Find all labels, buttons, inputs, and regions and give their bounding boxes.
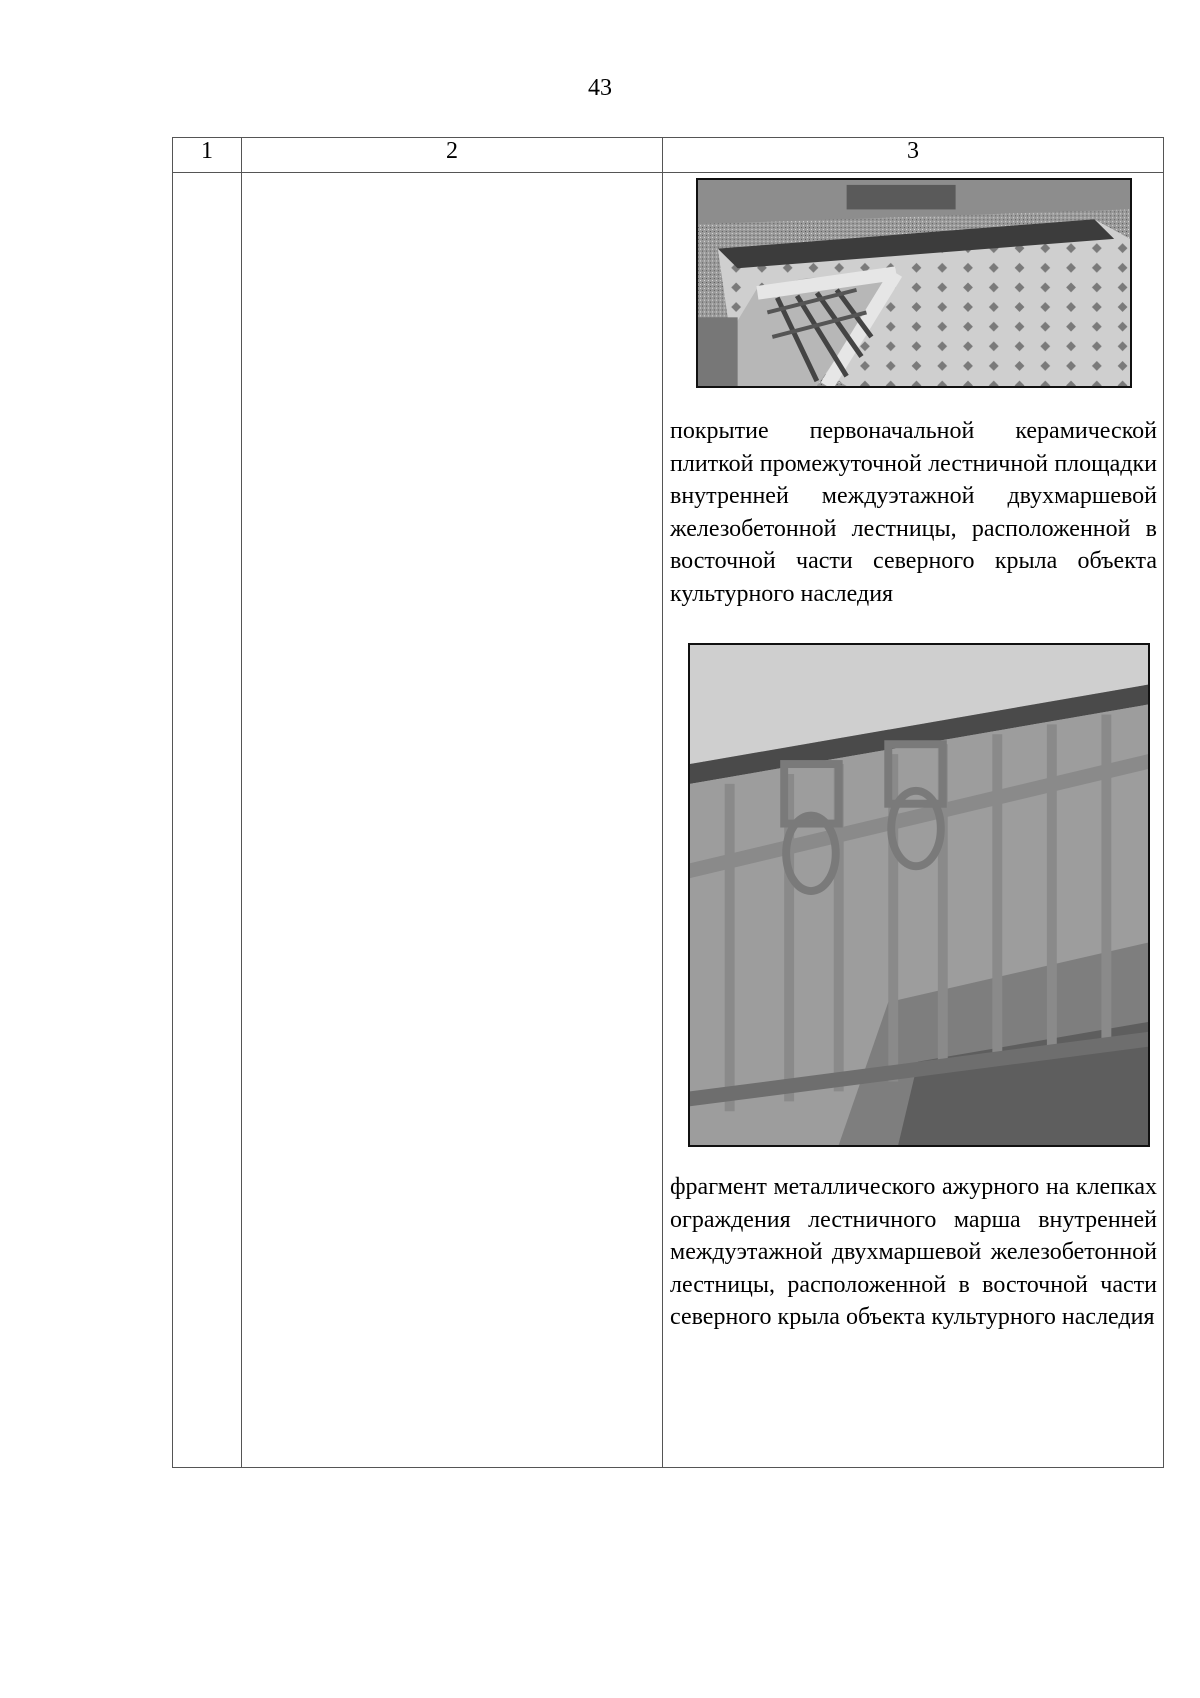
photo-stair-landing-tiles (696, 178, 1132, 388)
column-header-3: 3 (663, 138, 1164, 173)
cell-col-3 (663, 173, 1164, 1468)
photo-caption-railing: фрагмент металлического ажурного на клепках ограждения лестничного марша внутренней междуэтажной двухмаршевой железобетонной лестницы, расположенной в восточной части северного крыла объекта культурного наследия (670, 1174, 1157, 1330)
cell-col-2 (242, 173, 663, 1468)
column-header-1: 1 (173, 138, 242, 173)
cell-col-1 (173, 173, 242, 1468)
photo-stair-railing (688, 643, 1150, 1147)
column-header-2: 2 (242, 138, 663, 173)
table-row (173, 173, 1164, 1468)
photo-caption-tiles: покрытие первоначальной керамической плиткой промежуточной лестничной площадки внутренней междуэтажной двухмаршевой железобетонной лестницы, расположенной в восточной части северного крыла объекта культурного наследия (670, 418, 1157, 607)
document-table (172, 137, 1164, 1468)
table-header-row (173, 138, 1164, 173)
page-number: 43 (588, 75, 612, 101)
